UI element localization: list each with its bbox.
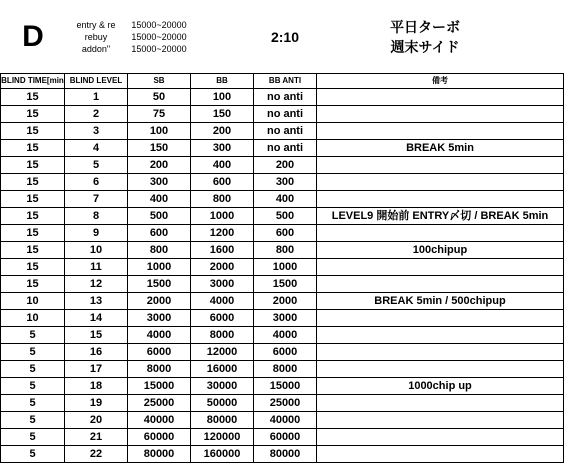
sb-cell: 1500 <box>128 276 191 293</box>
rebuy-label: rebuy <box>84 31 108 42</box>
blind-level-cell: 16 <box>65 344 128 361</box>
blind-time-cell: 10 <box>1 310 65 327</box>
note-cell <box>317 174 564 191</box>
note-cell <box>317 361 564 378</box>
table-row <box>1 446 564 463</box>
blind-time-cell: 5 <box>1 395 65 412</box>
bb-cell: 1000 <box>191 208 254 225</box>
bb-cell: 600 <box>191 174 254 191</box>
table-row <box>1 242 564 259</box>
note-cell <box>317 89 564 106</box>
blind-level-cell: 20 <box>65 412 128 429</box>
bb-anti-cell: no anti <box>254 140 317 157</box>
sb-cell: 1000 <box>128 259 191 276</box>
bb-cell: 8000 <box>191 327 254 344</box>
sb-cell: 800 <box>128 242 191 259</box>
blind-time-cell: 15 <box>1 191 65 208</box>
bb-anti-cell: no anti <box>254 123 317 140</box>
table-row <box>1 191 564 208</box>
note-cell <box>317 310 564 327</box>
blind-time-cell: 15 <box>1 123 65 140</box>
table-row <box>1 225 564 242</box>
note-cell: BREAK 5min / 500chipup <box>317 293 564 310</box>
sb-cell: 150 <box>128 140 191 157</box>
sb-cell: 4000 <box>128 327 191 344</box>
blind-level-cell: 21 <box>65 429 128 446</box>
bb-anti-cell: 800 <box>254 242 317 259</box>
table-row <box>1 361 564 378</box>
bb-anti-cell: no anti <box>254 106 317 123</box>
table-row <box>1 157 564 174</box>
blind-time-cell: 15 <box>1 242 65 259</box>
blind-time-cell: 5 <box>1 429 65 446</box>
note-cell <box>317 276 564 293</box>
sb-cell: 40000 <box>128 412 191 429</box>
blind-level-cell: 13 <box>65 293 128 310</box>
blind-time-cell: 5 <box>1 361 65 378</box>
sb-cell: 60000 <box>128 429 191 446</box>
bb-anti-cell: 6000 <box>254 344 317 361</box>
blind-level-cell: 3 <box>65 123 128 140</box>
table-row <box>1 395 564 412</box>
buyin-labels <box>66 0 126 73</box>
blind-time-cell: 10 <box>1 293 65 310</box>
col-blind-time: BLIND TIME[min <box>1 74 65 89</box>
blind-level-cell: 17 <box>65 361 128 378</box>
note-cell <box>317 259 564 276</box>
tournament-letter: D <box>22 19 44 53</box>
event-title-line-1: 平日ターボ <box>390 18 460 35</box>
bb-cell: 200 <box>191 123 254 140</box>
blind-time-cell: 15 <box>1 140 65 157</box>
table-row <box>1 106 564 123</box>
bb-cell: 6000 <box>191 310 254 327</box>
blind-time-cell: 15 <box>1 157 65 174</box>
blind-time-cell: 15 <box>1 106 65 123</box>
blind-level-cell: 19 <box>65 395 128 412</box>
sb-cell: 400 <box>128 191 191 208</box>
bb-cell: 80000 <box>191 412 254 429</box>
sb-cell: 600 <box>128 225 191 242</box>
bb-cell: 160000 <box>191 446 254 463</box>
table-row <box>1 208 564 225</box>
note-cell <box>317 106 564 123</box>
table-row <box>1 378 564 395</box>
blind-level-cell: 9 <box>65 225 128 242</box>
sb-cell: 3000 <box>128 310 191 327</box>
blind-level-cell: 14 <box>65 310 128 327</box>
bb-cell: 100 <box>191 89 254 106</box>
table-row <box>1 89 564 106</box>
bb-cell: 300 <box>191 140 254 157</box>
blind-time-cell: 15 <box>1 174 65 191</box>
bb-anti-cell: 8000 <box>254 361 317 378</box>
blind-level-cell: 10 <box>65 242 128 259</box>
blind-time-cell: 15 <box>1 208 65 225</box>
bb-anti-cell: 500 <box>254 208 317 225</box>
col-bb-anti: BB ANTI <box>254 74 317 89</box>
note-cell <box>317 446 564 463</box>
entry-value: 15000~20000 <box>131 19 187 30</box>
bb-anti-cell: 60000 <box>254 429 317 446</box>
col-sb: SB <box>128 74 191 89</box>
sb-cell: 300 <box>128 174 191 191</box>
blind-time-cell: 5 <box>1 412 65 429</box>
blind-level-cell: 2 <box>65 106 128 123</box>
note-cell <box>317 157 564 174</box>
bb-anti-cell: 1500 <box>254 276 317 293</box>
bb-cell: 16000 <box>191 361 254 378</box>
table-row <box>1 429 564 446</box>
bb-anti-cell: 300 <box>254 174 317 191</box>
bb-anti-cell: 25000 <box>254 395 317 412</box>
blind-level-cell: 12 <box>65 276 128 293</box>
rebuy-value: 15000~20000 <box>131 31 187 42</box>
addon-label: addon" <box>81 43 111 54</box>
addon-value: 15000~20000 <box>131 43 187 54</box>
structure-header <box>0 0 564 73</box>
table-row <box>1 140 564 157</box>
blind-time-cell: 15 <box>1 259 65 276</box>
bb-cell: 800 <box>191 191 254 208</box>
bb-cell: 400 <box>191 157 254 174</box>
blind-level-cell: 18 <box>65 378 128 395</box>
table-header-row <box>1 74 564 89</box>
bb-anti-cell: 80000 <box>254 446 317 463</box>
buyin-values <box>128 0 190 73</box>
sb-cell: 2000 <box>128 293 191 310</box>
blind-level-cell: 6 <box>65 174 128 191</box>
note-cell: LEVEL9 開始前 ENTRY〆切 / BREAK 5min <box>317 208 564 225</box>
bb-cell: 120000 <box>191 429 254 446</box>
bb-anti-cell: 600 <box>254 225 317 242</box>
note-cell <box>317 395 564 412</box>
table-row <box>1 123 564 140</box>
note-cell <box>317 429 564 446</box>
sb-cell: 15000 <box>128 378 191 395</box>
note-cell <box>317 225 564 242</box>
blind-time-cell: 15 <box>1 276 65 293</box>
table-row <box>1 259 564 276</box>
table-body <box>1 89 564 463</box>
blind-time-cell: 5 <box>1 327 65 344</box>
blind-level-cell: 7 <box>65 191 128 208</box>
sb-cell: 6000 <box>128 344 191 361</box>
sb-cell: 100 <box>128 123 191 140</box>
sb-cell: 500 <box>128 208 191 225</box>
note-cell <box>317 412 564 429</box>
note-cell: 1000chip up <box>317 378 564 395</box>
table-row <box>1 276 564 293</box>
table-row <box>1 310 564 327</box>
sb-cell: 50 <box>128 89 191 106</box>
bb-cell: 150 <box>191 106 254 123</box>
col-bb: BB <box>191 74 254 89</box>
blind-level-cell: 22 <box>65 446 128 463</box>
bb-anti-cell: 3000 <box>254 310 317 327</box>
bb-anti-cell: 1000 <box>254 259 317 276</box>
blind-level-cell: 11 <box>65 259 128 276</box>
note-cell: 100chipup <box>317 242 564 259</box>
sb-cell: 75 <box>128 106 191 123</box>
sb-cell: 80000 <box>128 446 191 463</box>
bb-anti-cell: no anti <box>254 89 317 106</box>
bb-anti-cell: 40000 <box>254 412 317 429</box>
event-title <box>370 0 480 73</box>
blind-time-cell: 15 <box>1 225 65 242</box>
table-row <box>1 327 564 344</box>
note-cell <box>317 327 564 344</box>
blind-structure-table <box>0 73 564 463</box>
duration: 2:10 <box>270 28 300 45</box>
blind-level-cell: 4 <box>65 140 128 157</box>
bb-cell: 30000 <box>191 378 254 395</box>
sb-cell: 8000 <box>128 361 191 378</box>
blind-time-cell: 5 <box>1 446 65 463</box>
event-title-line-2: 週末サイド <box>390 38 460 55</box>
bb-cell: 2000 <box>191 259 254 276</box>
table-row <box>1 174 564 191</box>
bb-cell: 4000 <box>191 293 254 310</box>
blind-level-cell: 1 <box>65 89 128 106</box>
bb-anti-cell: 200 <box>254 157 317 174</box>
col-blind-level: BLIND LEVEL <box>65 74 128 89</box>
note-cell <box>317 344 564 361</box>
bb-cell: 3000 <box>191 276 254 293</box>
bb-cell: 12000 <box>191 344 254 361</box>
table-row <box>1 412 564 429</box>
col-notes: 備考 <box>317 74 564 89</box>
note-cell: BREAK 5min <box>317 140 564 157</box>
table-row <box>1 344 564 361</box>
bb-anti-cell: 4000 <box>254 327 317 344</box>
blind-level-cell: 5 <box>65 157 128 174</box>
blind-level-cell: 8 <box>65 208 128 225</box>
bb-cell: 50000 <box>191 395 254 412</box>
note-cell <box>317 123 564 140</box>
sb-cell: 25000 <box>128 395 191 412</box>
table-row <box>1 293 564 310</box>
blind-time-cell: 5 <box>1 344 65 361</box>
bb-cell: 1200 <box>191 225 254 242</box>
bb-cell: 1600 <box>191 242 254 259</box>
sb-cell: 200 <box>128 157 191 174</box>
bb-anti-cell: 400 <box>254 191 317 208</box>
bb-anti-cell: 15000 <box>254 378 317 395</box>
blind-time-cell: 5 <box>1 378 65 395</box>
entry-label: entry & re <box>76 19 116 30</box>
bb-anti-cell: 2000 <box>254 293 317 310</box>
note-cell <box>317 191 564 208</box>
blind-time-cell: 15 <box>1 89 65 106</box>
blind-level-cell: 15 <box>65 327 128 344</box>
